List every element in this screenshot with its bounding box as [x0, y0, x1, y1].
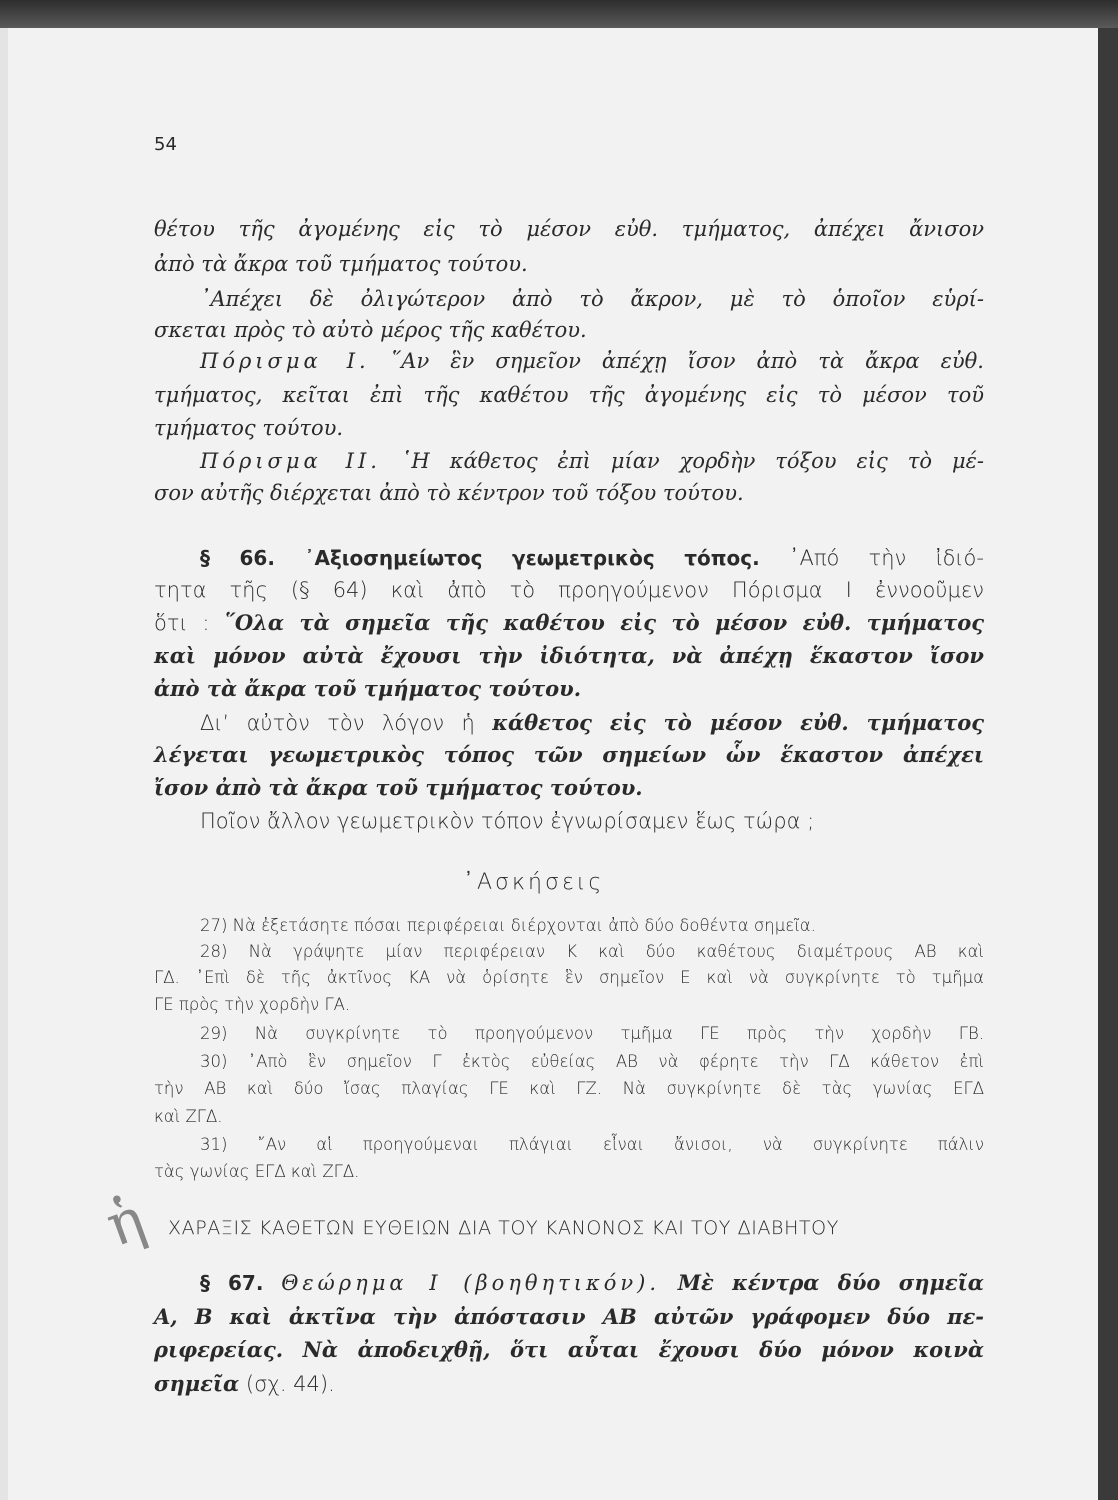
text-line: καὶ ΖΓΔ.: [154, 1107, 223, 1126]
sec66-line6: [200, 708, 984, 738]
scan-top-shadow: [0, 0, 1118, 28]
exercise-31: 31) ῎Αν αἱ προηγούμεναι πλάγιαι εἶναι ἄνισοι, νὰ συγκρίνητε πάλιν: [200, 1135, 984, 1154]
text-line: Μὲ κέντρα δύο σημεῖα: [677, 1270, 984, 1295]
porisma-1-text: ῞Αν ἓν σημεῖον ἀπέχῃ ἴσον ἀπὸ τὰ ἄκρα εὐθ.: [390, 349, 984, 373]
sec67-number: § 67.: [200, 1271, 264, 1295]
text-line: Α, Β καὶ ἀκτῖνα τὴν ἀπόστασιν ΑΒ αὐτῶν γράφομεν δύο πε-: [154, 1304, 984, 1329]
book-page: [0, 28, 1098, 1500]
text-line: τὴν ΑΒ καὶ δύο ἴσας πλαγίας ΓΕ καὶ ΓΖ. Νὰ συγκρίνητε δὲ τὰς γωνίας ΕΓΔ: [154, 1079, 984, 1098]
text-line: ἴσον ἀπὸ τὰ ἄκρα τοῦ τμήματος τούτου.: [154, 775, 643, 800]
text-line: τμήματος τούτου.: [154, 416, 344, 440]
text-line: σον αὐτῆς διέρχεται ἀπὸ τὸ κέντρον τοῦ τόξου τούτου.: [154, 481, 744, 505]
sec67-label: Θεώρημα Ι (βοηθητικόν).: [281, 1271, 660, 1295]
text-line: ᾿Από τὴν ἰδιό-: [788, 546, 984, 570]
exercise-30: 30) ᾿Απὸ ἓν σημεῖον Γ ἐκτὸς εὐθείας ΑΒ νὰ φέρητε τὴν ΓΔ κάθετον ἐπὶ: [200, 1052, 984, 1071]
text-line: κάθετος εἰς τὸ μέσον εὐθ. τμήματος: [492, 710, 985, 735]
text-line: τὰς γωνίας ΕΓΔ καὶ ΖΓΔ.: [154, 1162, 360, 1181]
text-line: ἀπὸ τὰ ἄκρα τοῦ τμήματος τούτου.: [154, 252, 528, 276]
porisma-2-label: Πόρισμα ΙΙ.: [200, 449, 381, 473]
section-title: ΧΑΡΑΞΙΣ ΚΑΘΕΤΩΝ ΕΥΘΕΙΩΝ ΔΙΑ ΤΟΥ ΚΑΝΟΝΟΣ ΚΑΙ ΤΟΥ ΔΙΑΒΗΤΟΥ: [168, 1217, 839, 1239]
sec66-line3: [154, 608, 984, 638]
text-line: ΓΕ πρὸς τὴν χορδὴν ΓΑ.: [154, 995, 351, 1014]
text-line: Δι’ αὐτὸν τὸν λόγον ἡ: [200, 711, 475, 735]
porisma-2-text: ῾Η κάθετος ἐπὶ μίαν χορδὴν τόξου εἰς τὸ μέ-: [400, 449, 984, 473]
text-line: ῞Ολα τὰ σημεῖα τῆς καθέτου εἰς τὸ μέσον εὐθ. τμήματος: [224, 610, 984, 635]
handwritten-margin-note: ἡ: [97, 1184, 154, 1260]
text-line: ᾿Απέχει δὲ ὀλιγώτερον ἀπὸ τὸ ἄκρον, μὲ τὸ ὁποῖον εὑρί-: [200, 287, 984, 311]
text-line: τμήματος, κεῖται ἐπὶ τῆς καθέτου τῆς ἀγομένης εἰς τὸ μέσον τοῦ: [154, 383, 984, 407]
text-line: σημεῖα: [154, 1371, 240, 1396]
text-line: καὶ μόνον αὐτὰ ἔχουσι τὴν ἰδιότητα, νὰ ἀπέχῃ ἕκαστον ἴσον: [154, 643, 984, 668]
text-line: Ποῖον ἄλλον γεωμετρικὸν τόπον ἐγνωρίσαμεν ἕως τώρα ;: [200, 809, 815, 833]
text-line: θέτου τῆς ἀγομένης εἰς τὸ μέσον εὐθ. τμήματος, ἀπέχει ἄνισον: [154, 217, 984, 241]
exercise-29: 29) Νὰ συγκρίνητε τὸ προηγούμενον τμῆμα ΓΕ πρὸς τὴν χορδὴν ΓΒ.: [200, 1024, 984, 1043]
text-line: τητα τῆς (§ 64) καὶ ἀπὸ τὸ προηγούμενον Πόρισμα Ι ἐννοοῦμεν: [154, 578, 984, 602]
exercise-28: 28) Νὰ γράψητε μίαν περιφέρειαν Κ καὶ δύο καθέτους διαμέτρους ΑΒ καὶ: [200, 942, 984, 961]
text-line: ριφερείας. Νὰ ἀποδειχθῇ, ὅτι αὗται ἔχουσι δύο μόνον κοινὰ: [154, 1337, 984, 1362]
exercise-27: 27) Νὰ ἐξετάσητε πόσαι περιφέρειαι διέρχονται ἀπὸ δύο δοθέντα σημεῖα.: [200, 916, 816, 935]
exercises-title: ᾿Ασκήσεις: [463, 870, 605, 895]
text-line: σκεται πρὸς τὸ αὐτὸ μέρος τῆς καθέτου.: [154, 318, 587, 342]
page-number: 54: [154, 134, 177, 155]
text-line: ΓΔ. ᾿Επὶ δὲ τῆς ἀκτῖνος ΚΑ νὰ ὁρίσητε ἓν σημεῖον Ε καὶ νὰ συγκρίνητε τὸ τμῆμα: [154, 968, 984, 987]
porisma-1-label: Πόρισμα Ι.: [200, 349, 370, 373]
text-line: ἀπὸ τὰ ἄκρα τοῦ τμήματος τούτου.: [154, 676, 582, 701]
text-line: λέγεται γεωμετρικὸς τόπος τῶν σημείων ὧν ἕκαστον ἀπέχει: [154, 742, 984, 767]
sec67-line4: [154, 1369, 335, 1399]
sec66-heading-line: [200, 543, 984, 573]
porisma-2-line: [200, 446, 984, 476]
sec66-heading: § 66. ᾿Αξιοσημείωτος γεωμετρικὸς τόπος.: [200, 546, 760, 570]
text-line: ὅτι :: [154, 611, 210, 635]
sec67-heading-line: [200, 1268, 984, 1298]
porisma-1-line: [200, 346, 984, 376]
text-line: (σχ. 44).: [245, 1372, 335, 1396]
